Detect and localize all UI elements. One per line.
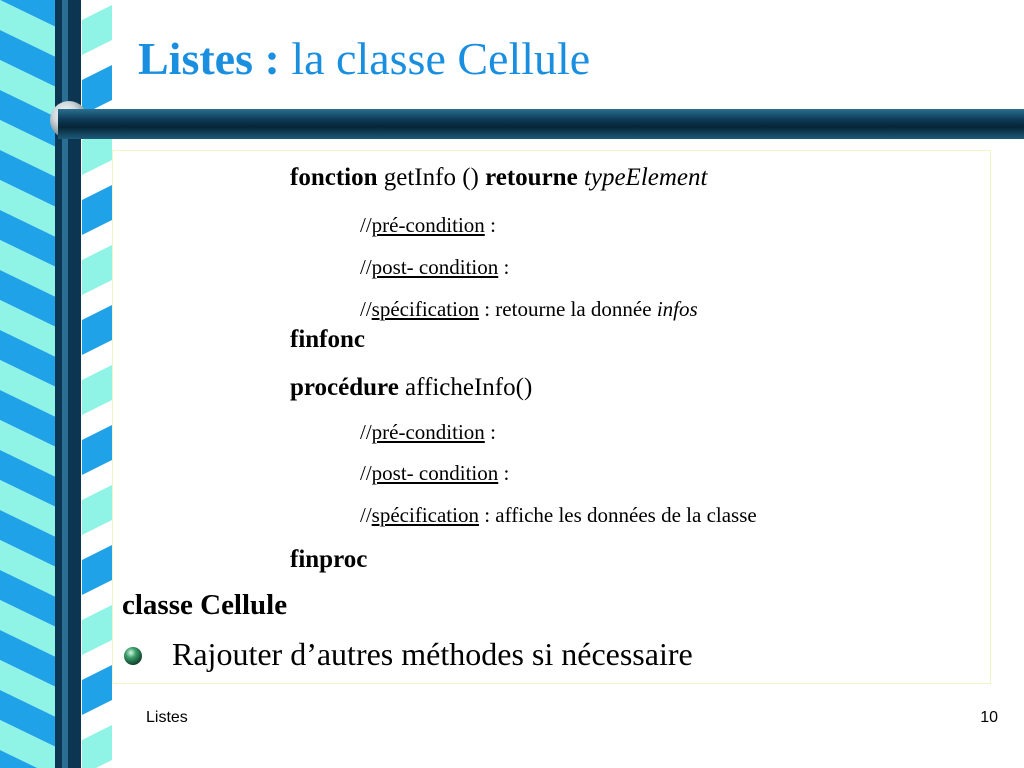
specification-label: spécification [371,297,479,321]
afficheinfo-postcondition [360,461,509,486]
procedure-keyword: procédure [290,374,399,401]
bullet-sphere-icon [122,645,144,667]
return-type: typeElement [577,164,708,191]
getinfo-name: getInfo () [377,164,486,191]
ribbon-right-segment [82,245,112,295]
ribbon-right-segment [82,485,112,535]
afficheinfo-specification [360,503,757,528]
ribbon-right-segment [82,665,112,715]
precondition-label: pré-condition [371,213,485,237]
afficheinfo-signature [290,374,532,402]
precondition-colon: : [484,420,496,444]
title-rest: la classe Cellule [279,33,591,84]
postcondition-label: post- condition [371,255,499,279]
comment-prefix: // [360,213,372,237]
getinfo-specification [360,297,698,322]
getinfo-signature [290,164,707,192]
postcondition-colon: : [498,255,510,279]
comment-prefix: // [360,503,372,527]
ribbon-right-segment [82,545,112,595]
ribbon-right-segment [82,5,112,55]
specification-text: : affiche les données de la classe [478,503,757,527]
postcondition-colon: : [498,461,510,485]
page-number: 10 [980,709,998,726]
ribbon-right-segment [82,65,112,115]
comment-prefix: // [360,297,372,321]
comment-prefix: // [360,420,372,444]
title-underline-bar [58,109,1024,139]
title-bold-part: Listes : [138,33,280,84]
getinfo-precondition [360,213,496,238]
ribbon-right-segment [82,365,112,415]
bullet-text: Rajouter d’autres méthodes si nécessaire [172,636,693,672]
postcondition-label: post- condition [371,461,499,485]
finproc-keyword: finproc [290,546,368,573]
fonction-keyword: fonction [290,164,378,191]
afficheinfo-name: afficheInfo() [398,374,533,401]
specification-text: : retourne la donnée [478,297,657,321]
precondition-colon: : [484,213,496,237]
specification-label: spécification [371,503,479,527]
ribbon-right-segment [82,725,112,768]
comment-prefix: // [360,461,372,485]
comment-prefix: // [360,255,372,279]
finfonc-keyword: finfonc [290,326,365,353]
precondition-label: pré-condition [371,420,485,444]
ribbon-right-segment [82,305,112,355]
ribbon-right-segment [82,185,112,235]
specification-italic: infos [656,297,698,321]
ribbon-right-segment [82,605,112,655]
footer-title: Listes [146,709,188,726]
retourne-keyword: retourne [485,164,578,191]
classe-cellule-line: classe Cellule [122,589,288,621]
slide-title [138,32,590,85]
getinfo-postcondition [360,255,509,280]
ribbon-right-segment [82,425,112,475]
afficheinfo-precondition [360,420,496,445]
